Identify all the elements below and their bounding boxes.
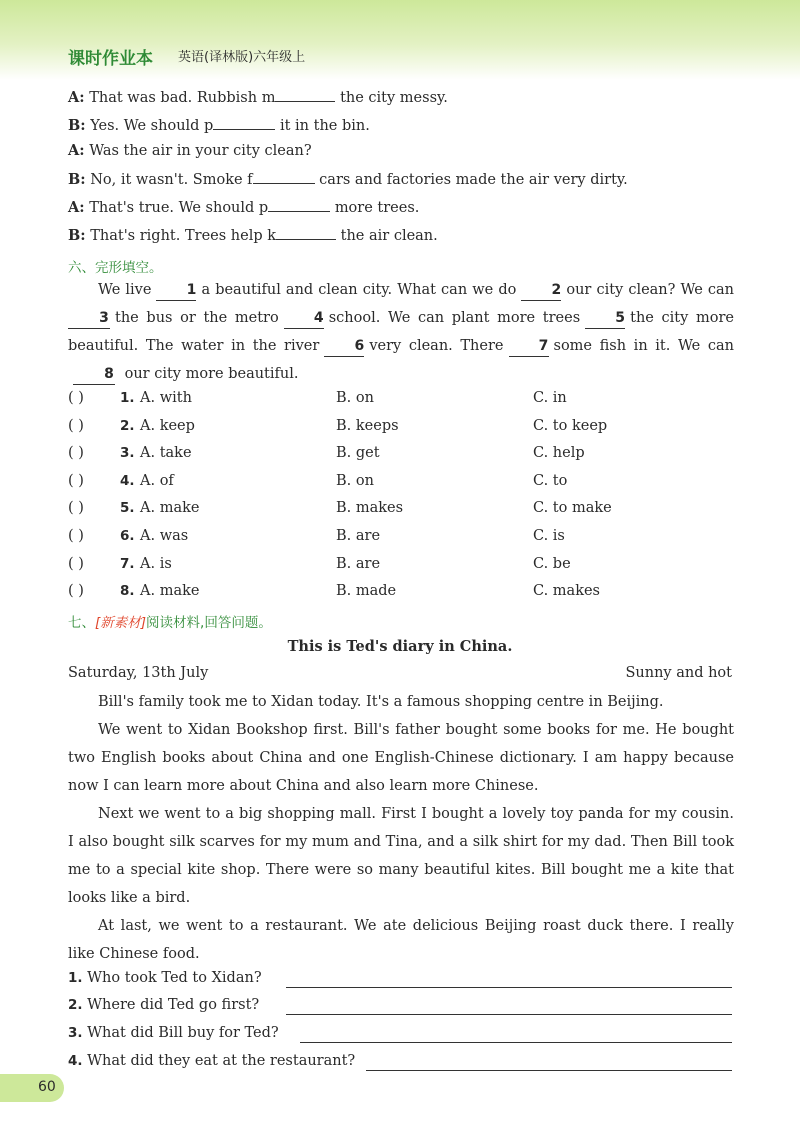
dialogue-line-6: B: That's right. Trees help k the air clean. [68,224,438,246]
diary-body [68,688,734,968]
cloze-blank-8[interactable]: 8 [73,364,115,385]
fill-blank[interactable] [276,224,336,240]
section-7-title: 七、[新素材]阅读材料,回答问题。 [68,615,272,631]
dialogue-line-5: A: That's true. We should p more trees. [68,196,419,218]
cloze-blank-3[interactable]: 3 [68,308,110,329]
fill-blank[interactable] [213,114,275,130]
cloze-blank-1[interactable]: 1 [156,280,196,301]
page-number: 60 [38,1079,56,1095]
answer-line[interactable] [366,1069,732,1071]
book-subtitle: 英语(译林版)六年级上 [178,50,306,65]
fill-blank[interactable] [275,86,335,102]
choice-row: ( ) 2. A. keep B. keeps C. to keep [68,418,608,434]
reading-question: 1. Who took Ted to Xidan? [68,970,262,986]
diary-paragraph: We went to Xidan Bookshop first. Bill's father bought some books for me. He bought two English books about China and one English-Chinese dictionary. I am happy because now I can learn more about China and also learn more Chinese. [68,722,734,794]
choice-row: ( ) 6. A. was B. are C. is [68,528,565,544]
choice-row: ( ) 8. A. make B. made C. makes [68,583,600,599]
answer-paren[interactable]: ( ) [68,583,84,599]
answer-line[interactable] [300,1041,732,1043]
cloze-passage: We live 1 a beautiful and clean city. What can we do 2 our city clean? We can 3 the bus or the metro 4 school. We can plant more trees 5 the city more beautiful. The water in the river 6 very clean. There 7 some fish in it. We can8 our city more beautiful. [68,276,734,388]
reading-question: 2. Where did Ted go first? [68,997,260,1013]
answer-paren[interactable]: ( ) [68,473,84,489]
cloze-blank-7[interactable]: 7 [509,336,549,357]
diary-paragraph: Next we went to a big shopping mall. First I bought a lovely toy panda for my cousin. I also bought silk scarves for my mum and Tina, and a silk shirt for my dad. Then Bill took me to a special kite shop. There were so many beautiful kites. Bill bought me a kite that looks like a bird. [68,806,734,906]
speaker-label: A: [68,142,85,159]
speaker-label: A: [68,89,85,106]
choice-row: ( ) 3. A. take B. get C. help [68,445,585,461]
cloze-blank-2[interactable]: 2 [521,280,561,301]
diary-weather: Sunny and hot [625,665,732,681]
speaker-label: B: [68,117,86,134]
answer-paren[interactable]: ( ) [68,556,84,572]
new-material-tag: [新素材] [95,615,147,631]
section-6-title: 六、完形填空。 [68,260,163,276]
choice-row: ( ) 7. A. is B. are C. be [68,556,571,572]
choice-row: ( ) 1. A. with B. on C. in [68,390,567,406]
answer-line[interactable] [286,986,732,988]
answer-paren[interactable]: ( ) [68,528,84,544]
cloze-blank-6[interactable]: 6 [324,336,364,357]
dialogue-line-2: B: Yes. We should p it in the bin. [68,114,370,136]
choice-row: ( ) 4. A. of B. on C. to [68,473,568,489]
book-title: 课时作业本 [68,49,153,69]
diary-title: This is Ted's diary in China. [287,638,513,655]
answer-paren[interactable]: ( ) [68,418,84,434]
fill-blank[interactable] [253,168,315,184]
diary-paragraph: Bill's family took me to Xidan today. It's a famous shopping centre in Beijing. [98,694,664,710]
speaker-label: A: [68,199,85,216]
cloze-blank-5[interactable]: 5 [585,308,625,329]
speaker-label: B: [68,171,86,188]
answer-line[interactable] [286,1013,732,1015]
choice-row: ( ) 5. A. make B. makes C. to make [68,500,612,516]
dialogue-line-3: A: Was the air in your city clean? [68,142,312,159]
answer-paren[interactable]: ( ) [68,500,84,516]
speaker-label: B: [68,227,86,244]
diary-paragraph: At last, we went to a restaurant. We ate delicious Beijing roast duck there. I really like Chinese food. [68,918,734,962]
dialogue-line-4: B: No, it wasn't. Smoke f cars and factories made the air very dirty. [68,168,628,190]
diary-date: Saturday, 13th July [68,665,209,681]
answer-paren[interactable]: ( ) [68,390,84,406]
reading-question: 3. What did Bill buy for Ted? [68,1025,279,1041]
fill-blank[interactable] [268,196,330,212]
dialogue-line-1: A: That was bad. Rubbish m the city messy. [68,86,448,108]
cloze-blank-4[interactable]: 4 [284,308,324,329]
answer-paren[interactable]: ( ) [68,445,84,461]
reading-question: 4. What did they eat at the restaurant? [68,1053,356,1069]
